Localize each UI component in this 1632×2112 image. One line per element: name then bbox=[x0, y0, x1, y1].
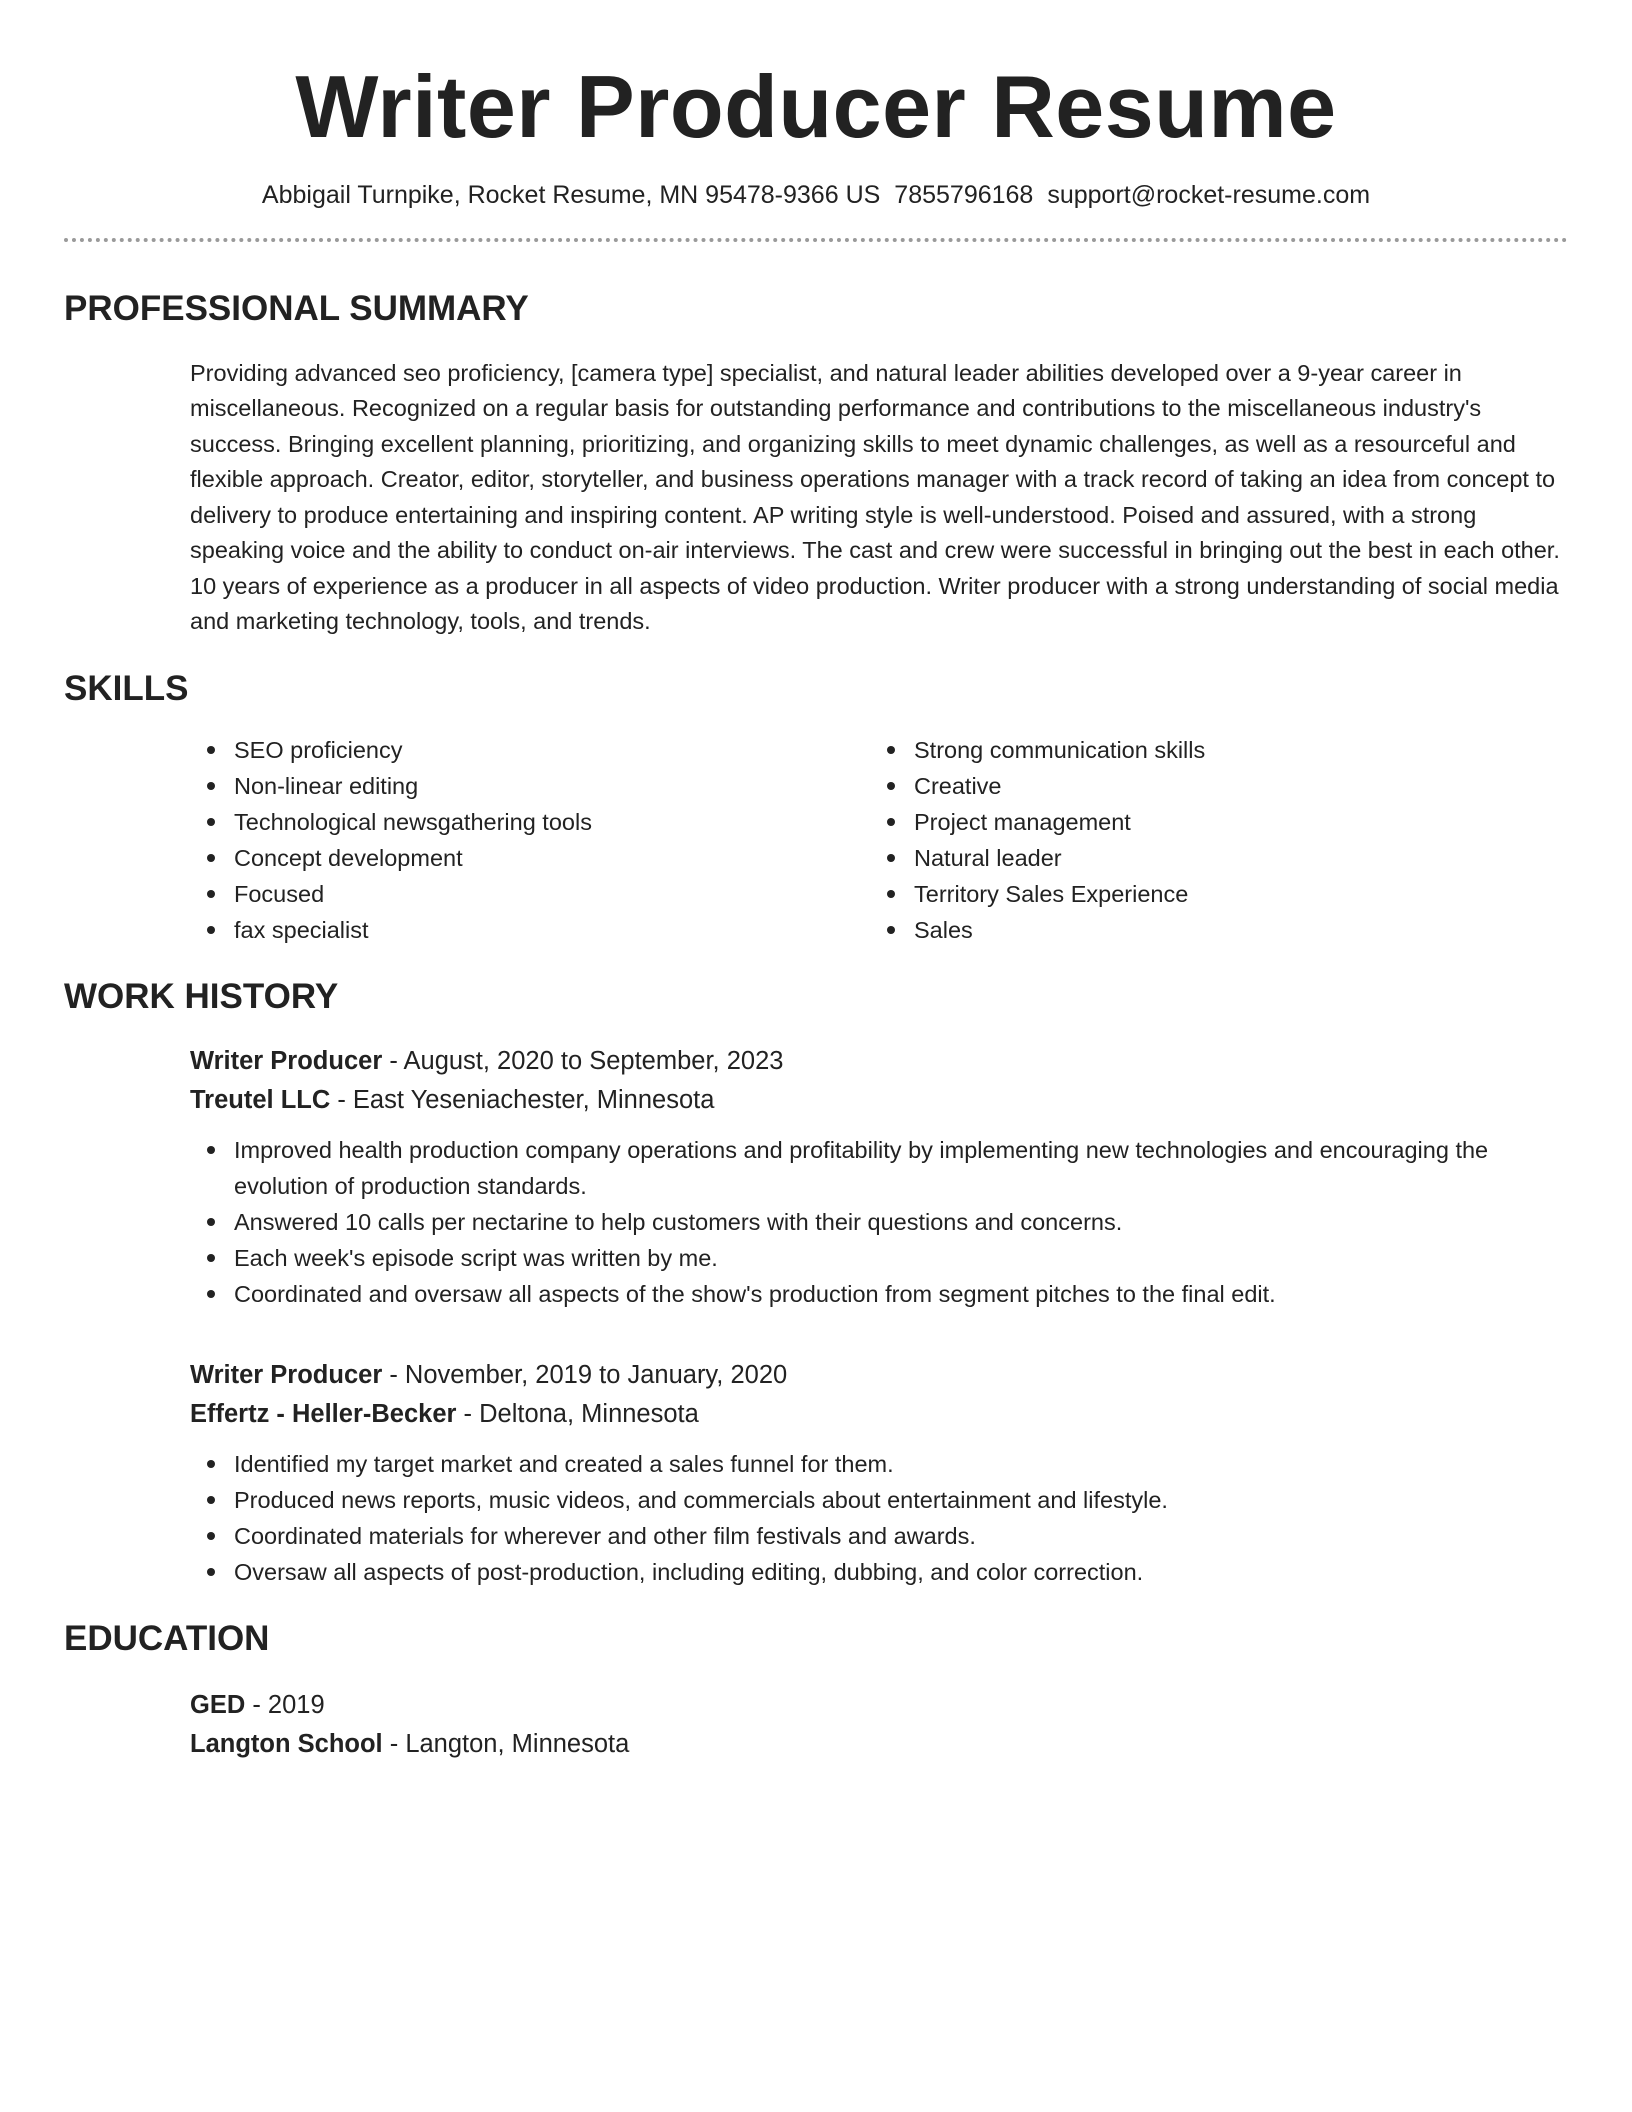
job-entry bbox=[64, 1042, 1568, 1312]
education-location: - Langton, Minnesota bbox=[382, 1729, 630, 1758]
skill-item: Non-linear editing bbox=[190, 768, 870, 804]
job-title: Writer Producer bbox=[190, 1360, 383, 1389]
job-dates: - August, 2020 to September, 2023 bbox=[382, 1046, 784, 1075]
contact-email: support@rocket-resume.com bbox=[1047, 181, 1371, 210]
skill-item: Project management bbox=[870, 804, 1550, 840]
education-entry bbox=[64, 1686, 1568, 1764]
skills-list-right bbox=[870, 732, 1550, 948]
job-bullet: Coordinated materials for wherever and other film festivals and awards. bbox=[190, 1518, 1570, 1554]
education-heading: EDUCATION bbox=[64, 1618, 270, 1658]
education-degree: GED bbox=[190, 1690, 246, 1719]
job-bullet: Identified my target market and created a sales funnel for them. bbox=[190, 1446, 1570, 1482]
job-title: Writer Producer bbox=[190, 1046, 383, 1075]
contact-address: Abbigail Turnpike, Rocket Resume, MN 95478-9366 US bbox=[261, 181, 881, 210]
job-company: Effertz - Heller-Becker bbox=[190, 1399, 457, 1428]
professional-summary-text: Providing advanced seo proficiency, [camera type] specialist, and natural leader abilities developed over a 9-year career in miscellaneous. Recognized on a regular basis for outstanding performance and contributions to the miscellaneous industry's success. Bringing excellent planning, prioritizing, and organizing skills to meet dynamic challenges, as well as a resourceful and flexible approach. Creator, editor, storyteller, and business operations manager with a track record of taking an idea from concept to delivery to produce entertaining and inspiring content. AP writing style is well-understood. Poised and assured, with a strong speaking voice and the ability to conduct on-air interviews. The cast and crew were successful in bringing out the best in each other. 10 years of experience as a producer in all aspects of video production. Writer producer with a strong understanding of social media and marketing technology, tools, and trends. bbox=[190, 359, 1560, 635]
professional-summary-section bbox=[64, 288, 1568, 640]
skills-columns bbox=[64, 732, 1568, 948]
skill-item: Creative bbox=[870, 768, 1550, 804]
skill-item: fax specialist bbox=[190, 912, 870, 948]
resume-title: Writer Producer Resume bbox=[295, 57, 1337, 156]
work-history-heading: WORK HISTORY bbox=[64, 976, 339, 1016]
skill-item: Concept development bbox=[190, 840, 870, 876]
job-location: - East Yeseniachester, Minnesota bbox=[330, 1085, 715, 1114]
contact-phone: 7855796168 bbox=[894, 181, 1034, 210]
skill-item: SEO proficiency bbox=[190, 732, 870, 768]
job-company-line bbox=[190, 1081, 1568, 1120]
skill-item: Sales bbox=[870, 912, 1550, 948]
job-title-line bbox=[190, 1356, 1568, 1395]
education-school: Langton School bbox=[190, 1729, 383, 1758]
job-company: Treutel LLC bbox=[190, 1085, 331, 1114]
education-section bbox=[64, 1618, 1568, 1764]
job-bullets bbox=[190, 1446, 1570, 1590]
skills-heading: SKILLS bbox=[64, 668, 189, 708]
skill-item: Natural leader bbox=[870, 840, 1550, 876]
skills-section bbox=[64, 668, 1568, 948]
education-school-line bbox=[190, 1725, 1568, 1764]
skill-item: Strong communication skills bbox=[870, 732, 1550, 768]
job-bullet: Produced news reports, music videos, and commercials about entertainment and lifestyle. bbox=[190, 1482, 1570, 1518]
job-dates: - November, 2019 to January, 2020 bbox=[382, 1360, 788, 1389]
header-divider bbox=[64, 238, 1568, 242]
work-history-section bbox=[64, 976, 1568, 1590]
job-bullet: Oversaw all aspects of post-production, including editing, dubbing, and color correction. bbox=[190, 1554, 1570, 1590]
job-bullet: Coordinated and oversaw all aspects of the show's production from segment pitches to the final edit. bbox=[190, 1276, 1570, 1312]
job-entry bbox=[64, 1356, 1568, 1590]
job-title-line bbox=[190, 1042, 1568, 1081]
job-bullets bbox=[190, 1132, 1570, 1312]
skills-list-left bbox=[190, 732, 870, 948]
job-bullet: Answered 10 calls per nectarine to help customers with their questions and concerns. bbox=[190, 1204, 1570, 1240]
job-company-line bbox=[190, 1395, 1568, 1434]
job-location: - Deltona, Minnesota bbox=[456, 1399, 699, 1428]
skill-item: Territory Sales Experience bbox=[870, 876, 1550, 912]
skill-item: Focused bbox=[190, 876, 870, 912]
education-year: - 2019 bbox=[245, 1690, 325, 1719]
contact-line bbox=[64, 179, 1568, 212]
job-bullet: Improved health production company operations and profitability by implementing new technologies and encouraging the evolution of production standards. bbox=[190, 1132, 1570, 1204]
professional-summary-heading: PROFESSIONAL SUMMARY bbox=[64, 288, 529, 328]
job-bullet: Each week's episode script was written by me. bbox=[190, 1240, 1570, 1276]
education-degree-line bbox=[190, 1686, 1568, 1725]
skill-item: Technological newsgathering tools bbox=[190, 804, 870, 840]
